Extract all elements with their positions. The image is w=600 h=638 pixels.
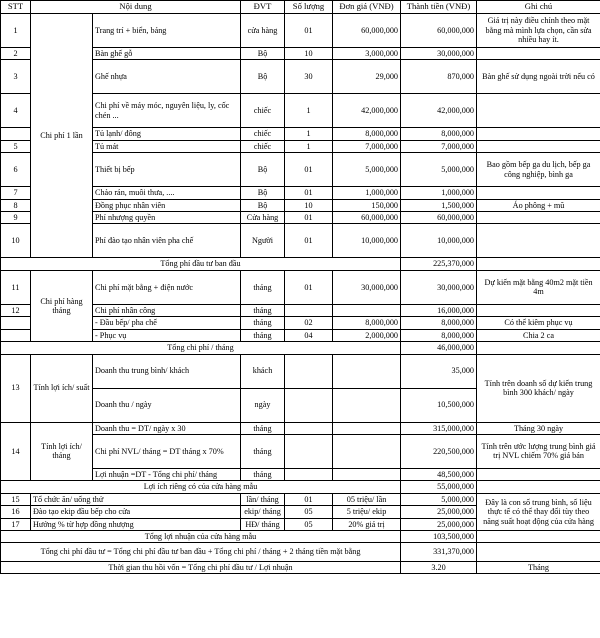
row-don-gia: 60,000,000 <box>333 211 401 223</box>
row-so-luong <box>285 304 333 316</box>
total-initial-row <box>1 258 600 270</box>
row-so-luong <box>285 434 333 468</box>
row-thanh-tien: 5,000,000 <box>401 153 477 187</box>
group-label-chi-phi-hang-thang: Chi phí hàng tháng <box>31 270 93 341</box>
row-so-luong: 01 <box>285 13 333 47</box>
total-monthly-row <box>1 342 600 354</box>
row-don-gia: 150,000 <box>333 199 401 211</box>
group-label-chi-phi-1-lan: Chi phí 1 lần <box>31 13 93 258</box>
row-ghi-chu <box>477 94 600 128</box>
row-thanh-tien: 10,500,000 <box>401 388 477 422</box>
row-dvt: khách <box>241 354 285 388</box>
row-noi-dung: Tủ mát <box>93 140 241 152</box>
row-stt: 9 <box>1 211 31 223</box>
row-noi-dung: Thiết bị bếp <box>93 153 241 187</box>
group-label-tinh-loi-ich-thang: Tính lợi ích/ tháng <box>31 422 93 481</box>
row-noi-dung: - Đầu bếp/ pha chế <box>93 317 241 329</box>
row-noi-dung: Phí đào tạo nhân viên pha chế <box>93 224 241 258</box>
row-don-gia: 3,000,000 <box>333 47 401 59</box>
row-don-gia: 5,000,000 <box>333 153 401 187</box>
row-dvt: chiếc <box>241 94 285 128</box>
row-dvt: lần/ tháng <box>241 493 285 505</box>
row-so-luong: 01 <box>285 153 333 187</box>
table-row <box>1 493 600 505</box>
row-so-luong <box>285 422 333 434</box>
row-stt: 3 <box>1 60 31 94</box>
row-thanh-tien: 8,000,000 <box>401 128 477 140</box>
total-benefit-note <box>477 481 600 493</box>
row-noi-dung: Chi phí NVL/ tháng = DT tháng x 70% <box>93 434 241 468</box>
row-thanh-tien: 16,000,000 <box>401 304 477 316</box>
row-dvt: tháng <box>241 422 285 434</box>
row-so-luong: 05 <box>285 518 333 530</box>
total-investment-note <box>477 543 600 561</box>
row-ghi-chu <box>477 224 600 258</box>
header-dvt: ĐVT <box>241 1 285 14</box>
row-dvt: chiếc <box>241 140 285 152</box>
row-stt: 11 <box>1 270 31 304</box>
row-dvt: tháng <box>241 329 285 341</box>
row-dvt: ekip/ tháng <box>241 506 285 518</box>
row-thanh-tien: 7,000,000 <box>401 140 477 152</box>
row-noi-dung: Chi phí nhân công <box>93 304 241 316</box>
total-monthly-label: Tổng chi phí / tháng <box>1 342 401 354</box>
row-thanh-tien: 5,000,000 <box>401 493 477 505</box>
row-stt: 6 <box>1 153 31 187</box>
row-so-luong: 1 <box>285 128 333 140</box>
row-dvt: HĐ/ tháng <box>241 518 285 530</box>
header-don-gia-line1: Đơn giá (VNĐ) <box>339 1 394 11</box>
payback-row <box>1 561 600 573</box>
row-ghi-chu: Bàn ghế sử dụng ngoài trời nếu có <box>477 60 600 94</box>
total-benefit-value: 55,000,000 <box>401 481 477 493</box>
row-thanh-tien: 870,000 <box>401 60 477 94</box>
row-dvt: Bộ <box>241 187 285 199</box>
total-benefit-row <box>1 481 600 493</box>
row-stt: 5 <box>1 140 31 152</box>
row-ghi-chu: Dự kiến mặt bằng 40m2 mặt tiền 4m <box>477 270 600 304</box>
row-so-luong: 1 <box>285 94 333 128</box>
row-thanh-tien: 25,000,000 <box>401 518 477 530</box>
table-row <box>1 270 600 304</box>
row-thanh-tien: 8,000,000 <box>401 317 477 329</box>
total-profit-value: 103,500,000 <box>401 531 477 543</box>
row-don-gia: 05 triệu/ lần <box>333 493 401 505</box>
row-stt: 7 <box>1 187 31 199</box>
row-noi-dung: Phí nhượng quyền <box>93 211 241 223</box>
total-benefit-label: Lợi ích riêng có của cửa hàng mẫu <box>1 481 401 493</box>
row-stt <box>1 317 31 329</box>
row-thanh-tien: 10,000,000 <box>401 224 477 258</box>
row-so-luong: 10 <box>285 199 333 211</box>
row-don-gia: 5 triệu/ ekip <box>333 506 401 518</box>
row-ghi-chu: Có thể kiêm phục vụ <box>477 317 600 329</box>
row-don-gia: 20% giá trị <box>333 518 401 530</box>
row-thanh-tien: 48,500,000 <box>401 468 477 480</box>
row-don-gia <box>333 354 401 388</box>
row-ghi-chu: Bao gồm bếp ga du lịch, bếp ga công nghiệp, bình ga <box>477 153 600 187</box>
row-so-luong <box>285 354 333 388</box>
row-so-luong: 10 <box>285 47 333 59</box>
row-stt <box>1 128 31 140</box>
row-so-luong: 1 <box>285 140 333 152</box>
row-ghi-chu: Đây là con số trung bình, số liệu thực tế có thể thay đổi tùy theo năng suất hoạt động của cửa hàng <box>477 493 600 530</box>
row-stt: 1 <box>1 13 31 47</box>
row-dvt: tháng <box>241 434 285 468</box>
header-ghi-chu: Ghi chú <box>477 1 600 14</box>
row-ghi-chu: Tính trên ước lượng trung bình giá trị NVL chiếm 70% giá bán <box>477 434 600 468</box>
row-noi-dung: Trang trí + biển, bảng <box>93 13 241 47</box>
row-stt <box>1 329 31 341</box>
row-so-luong: 02 <box>285 317 333 329</box>
row-noi-dung: Doanh thu trung bình/ khách <box>93 354 241 388</box>
row-don-gia: 42,000,000 <box>333 94 401 128</box>
header-so-luong: Số lượng <box>285 1 333 14</box>
row-ghi-chu: Tính trên doanh số dự kiến trung bình 300 khách/ ngày <box>477 354 600 422</box>
row-stt: 8 <box>1 199 31 211</box>
row-stt: 17 <box>1 518 31 530</box>
row-dvt: tháng <box>241 317 285 329</box>
row-thanh-tien: 220,500,000 <box>401 434 477 468</box>
table-row <box>1 354 600 388</box>
row-thanh-tien: 60,000,000 <box>401 13 477 47</box>
row-stt: 10 <box>1 224 31 258</box>
row-noi-dung: Ghế nhựa <box>93 60 241 94</box>
row-thanh-tien: 42,000,000 <box>401 94 477 128</box>
total-profit-note <box>477 531 600 543</box>
row-dvt: Bộ <box>241 60 285 94</box>
payback-label: Thời gian thu hồi vốn = Tổng chi phí đầu tư / Lợi nhuận <box>1 561 401 573</box>
row-stt: 14 <box>1 422 31 481</box>
row-so-luong: 01 <box>285 211 333 223</box>
row-dvt: cửa hàng <box>241 13 285 47</box>
total-investment-value: 331,370,000 <box>401 543 477 561</box>
row-don-gia: 7,000,000 <box>333 140 401 152</box>
row-noi-dung: Chảo rán, muôi thưa, .... <box>93 187 241 199</box>
row-dvt: Người <box>241 224 285 258</box>
total-monthly-value: 46,000,000 <box>401 342 477 354</box>
payback-value: 3.20 <box>401 561 477 573</box>
row-thanh-tien: 25,000,000 <box>401 506 477 518</box>
row-dvt: Bộ <box>241 153 285 187</box>
row-ghi-chu <box>477 140 600 152</box>
row-so-luong: 04 <box>285 329 333 341</box>
row-stt: 12 <box>1 304 31 316</box>
row-don-gia <box>333 434 401 468</box>
row-so-luong: 01 <box>285 270 333 304</box>
row-so-luong: 05 <box>285 506 333 518</box>
row-dvt: Bộ <box>241 199 285 211</box>
row-don-gia: 60,000,000 <box>333 13 401 47</box>
row-don-gia: 2,000,000 <box>333 329 401 341</box>
table-header-row <box>1 1 600 14</box>
row-ghi-chu: Giá trị này điều chỉnh theo mặt bằng mà mình lựa chọn, cần sửa nhiều hay ít. <box>477 13 600 47</box>
row-stt: 4 <box>1 94 31 128</box>
total-investment-row <box>1 543 600 561</box>
row-noi-dung: - Phục vụ <box>93 329 241 341</box>
row-thanh-tien: 35,000 <box>401 354 477 388</box>
header-thanh-tien <box>401 1 477 14</box>
header-thanh-tien-line1: Thành tiền (VNĐ) <box>406 1 471 11</box>
row-ghi-chu: Tháng 30 ngày <box>477 422 600 434</box>
total-initial-label: Tổng phí đầu tư ban đầu <box>1 258 401 270</box>
row-thanh-tien: 30,000,000 <box>401 47 477 59</box>
row-dvt: ngày <box>241 388 285 422</box>
row-thanh-tien: 315,000,000 <box>401 422 477 434</box>
row-dvt: tháng <box>241 468 285 480</box>
table-row <box>1 422 600 434</box>
row-ghi-chu <box>477 128 600 140</box>
row-stt: 15 <box>1 493 31 505</box>
total-investment-label: Tổng chi phí đầu tư = Tổng chi phí đầu tư ban đầu + Tổng chi phí / tháng + 2 tháng tiền mặt bằng <box>1 543 401 561</box>
row-so-luong: 30 <box>285 60 333 94</box>
row-don-gia: 29,000 <box>333 60 401 94</box>
row-dvt: Bộ <box>241 47 285 59</box>
row-ghi-chu <box>477 47 600 59</box>
row-noi-dung: Chi phí mặt bằng + điện nước <box>93 270 241 304</box>
row-noi-dung: Tủ lạnh/ đông <box>93 128 241 140</box>
row-ghi-chu <box>477 468 600 480</box>
row-noi-dung: Tổ chức ăn/ uống thử <box>31 493 241 505</box>
row-noi-dung: Doanh thu = DT/ ngày x 30 <box>93 422 241 434</box>
row-noi-dung: Hưởng % từ hợp đồng nhượng <box>31 518 241 530</box>
table-row <box>1 13 600 47</box>
row-thanh-tien: 1,000,000 <box>401 187 477 199</box>
row-so-luong: 01 <box>285 187 333 199</box>
row-dvt: tháng <box>241 304 285 316</box>
row-noi-dung: Bàn ghế gỗ <box>93 47 241 59</box>
row-don-gia <box>333 388 401 422</box>
total-monthly-note <box>477 342 600 354</box>
row-don-gia: 30,000,000 <box>333 270 401 304</box>
row-so-luong: 01 <box>285 493 333 505</box>
header-noi-dung: Nội dung <box>31 1 241 14</box>
row-don-gia <box>333 468 401 480</box>
row-noi-dung: Doanh thu / ngày <box>93 388 241 422</box>
row-dvt: chiếc <box>241 128 285 140</box>
row-thanh-tien: 1,500,000 <box>401 199 477 211</box>
row-don-gia <box>333 304 401 316</box>
header-stt: STT <box>1 1 31 14</box>
row-stt: 13 <box>1 354 31 422</box>
row-dvt: tháng <box>241 270 285 304</box>
row-thanh-tien: 8,000,000 <box>401 329 477 341</box>
row-so-luong <box>285 468 333 480</box>
total-profit-label: Tổng lợi nhuận của cửa hàng mẫu <box>1 531 401 543</box>
group-label-tinh-loi-ich-suat: Tính lợi ích/ suất <box>31 354 93 422</box>
row-don-gia: 10,000,000 <box>333 224 401 258</box>
total-initial-note <box>477 258 600 270</box>
row-don-gia <box>333 422 401 434</box>
row-dvt: Cửa hàng <box>241 211 285 223</box>
row-thanh-tien: 60,000,000 <box>401 211 477 223</box>
row-stt: 2 <box>1 47 31 59</box>
row-noi-dung: Chi phí về máy móc, nguyên liệu, ly, cốc chén ... <box>93 94 241 128</box>
total-profit-row <box>1 531 600 543</box>
header-don-gia <box>333 1 401 14</box>
row-ghi-chu <box>477 187 600 199</box>
row-noi-dung: Đào tạo ekip đầu bếp cho cửa <box>31 506 241 518</box>
row-so-luong: 01 <box>285 224 333 258</box>
row-ghi-chu <box>477 304 600 316</box>
row-noi-dung: Đồng phục nhân viên <box>93 199 241 211</box>
row-don-gia: 1,000,000 <box>333 187 401 199</box>
payback-unit: Tháng <box>477 561 600 573</box>
total-initial-value: 225,370,000 <box>401 258 477 270</box>
row-don-gia: 8,000,000 <box>333 317 401 329</box>
row-thanh-tien: 30,000,000 <box>401 270 477 304</box>
row-ghi-chu <box>477 211 600 223</box>
row-stt: 16 <box>1 506 31 518</box>
row-ghi-chu: Áo phông + mũ <box>477 199 600 211</box>
row-so-luong <box>285 388 333 422</box>
row-ghi-chu: Chia 2 ca <box>477 329 600 341</box>
row-noi-dung: Lợi nhuận =DT - Tổng chi phí/ tháng <box>93 468 241 480</box>
row-don-gia: 8,000,000 <box>333 128 401 140</box>
